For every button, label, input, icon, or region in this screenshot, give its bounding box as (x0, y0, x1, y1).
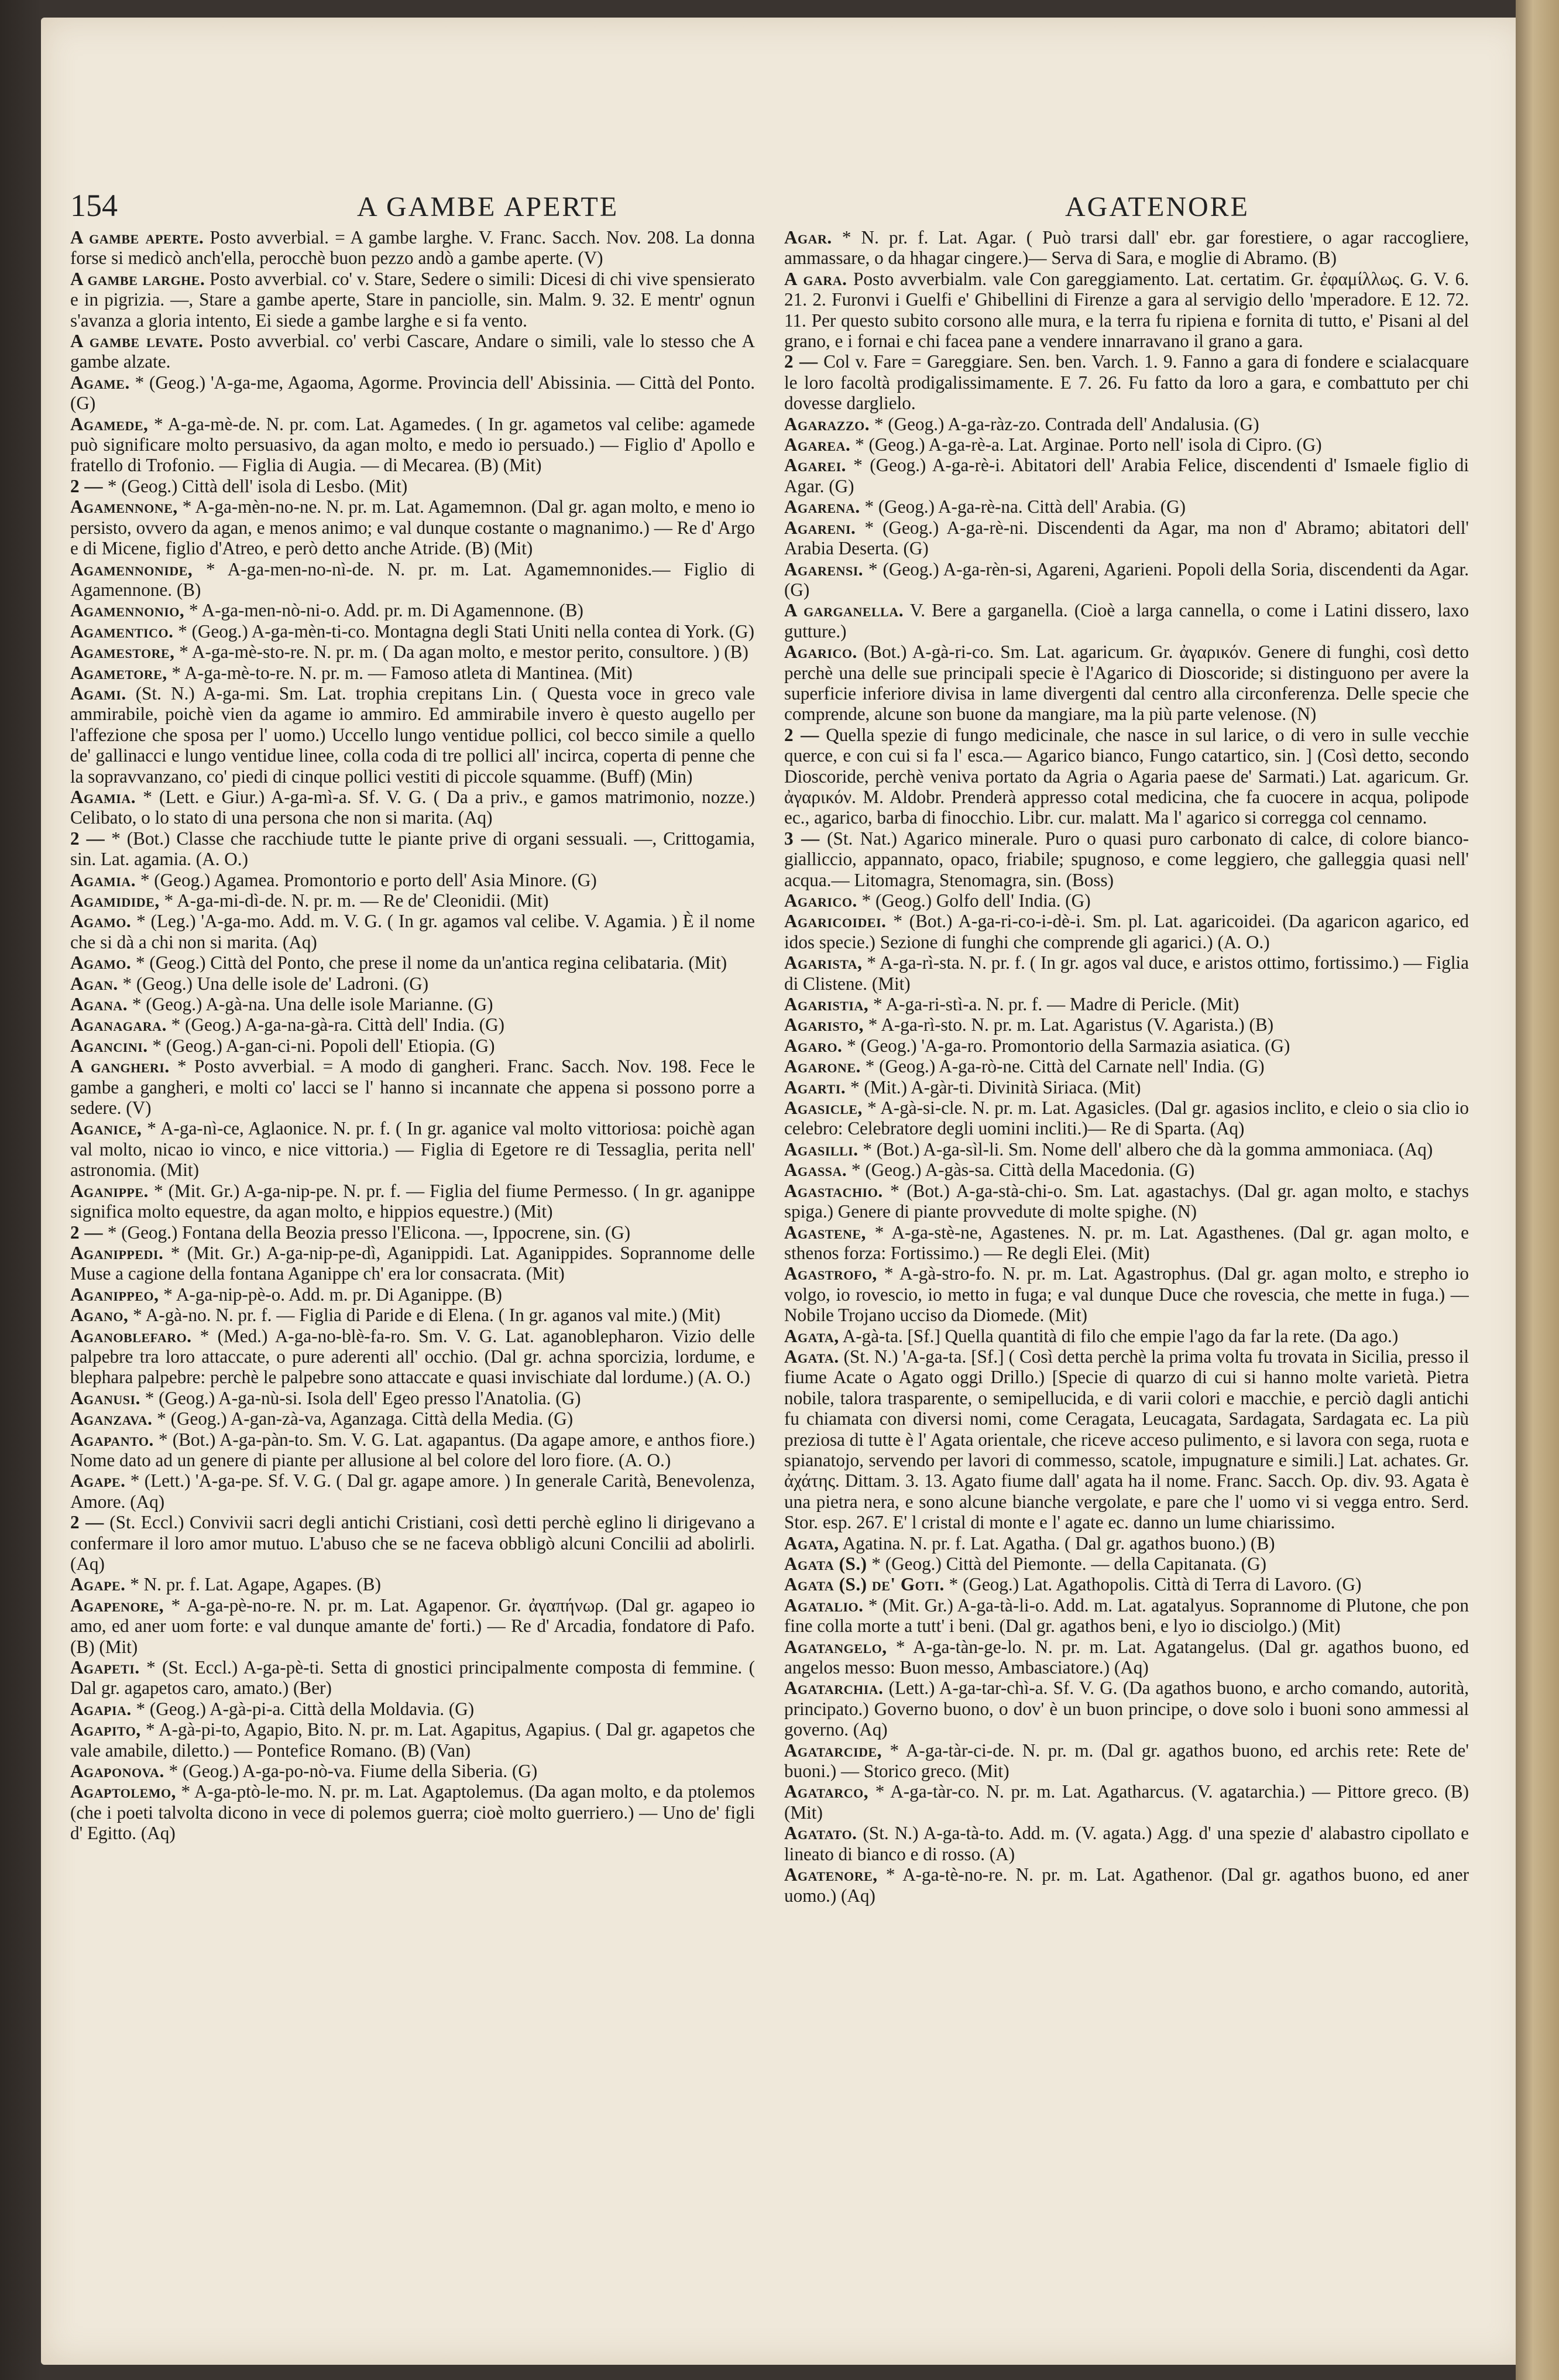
dictionary-entry (70, 952, 755, 973)
entry-definition: Col v. Fare = Gareggiare. Sen. ben. Varch. 1. 9. Fanno a gara di fondere e scialacquare le loro facoltà prodigalissimamente. E 7. 26. Fu fatto da loro a gara, e combattuto per chi dovesse darglielo. (784, 351, 1469, 414)
page-header (70, 187, 1495, 222)
adjacent-page-edge (1516, 0, 1559, 2380)
dictionary-entry (784, 1864, 1469, 1906)
entry-definition: * (Geog.) Città del Piemonte. — della Capitanata. (G) (871, 1553, 1267, 1574)
entry-definition: * A-ga-ptò-le-mo. N. pr. m. Lat. Agaptolemus. (Da agan molto, e da ptolemos (che i poeti talvolta dicono in vece di polemos guerra; cioè molto guerriero.) — Uno de' figli d' Egitto. (Aq) (70, 1781, 755, 1844)
entry-headword: 2 — (70, 475, 104, 496)
entry-headword: Agasilli. (784, 1138, 859, 1160)
entry-headword: Agata (S.) (784, 1553, 867, 1574)
entry-definition: * (Geog.) Lat. Agathopolis. Città di Terra di Lavoro. (G) (949, 1574, 1362, 1595)
dictionary-entry (70, 1326, 755, 1388)
dictionary-entry (70, 663, 755, 683)
entry-headword: Agaricoidei. (784, 911, 887, 932)
entry-definition: * A-ga-tè-no-re. N. pr. m. Lat. Agathenor. (Dal gr. agathos buono, ed aner uomo.) (Aq) (784, 1864, 1469, 1906)
entry-headword: Agarena. (784, 496, 860, 517)
entry-definition: * N. pr. f. Lat. Agar. ( Può trarsi dall' ebr. gar forestiere, o agar raccogliere, ammassare, o da hhagar cingere.)— Serva di Sara, e moglie di Abramo. (B) (784, 227, 1469, 269)
entry-headword: Agatato. (784, 1823, 857, 1844)
dictionary-entry (784, 1139, 1469, 1160)
entry-definition: * A-gà-si-cle. N. pr. m. Lat. Agasicles. (Dal gr. agasios inclito, e cleio o sia clio io celebro: Celebratore degli uomini incliti.)— Re di Sparta. (Aq) (784, 1098, 1469, 1139)
entry-headword: Aganippe. (70, 1180, 149, 1201)
entry-definition: * (Lett.) 'A-ga-pe. Sf. V. G. ( Dal gr. agape amore. ) In generale Carità, Benevolenza, Amore. (Aq) (70, 1470, 755, 1512)
entry-headword: Agarei. (784, 455, 846, 476)
dictionary-entry (70, 1719, 755, 1761)
entry-headword: Agaponova. (70, 1761, 164, 1782)
entry-definition: Posto avverbial. = A gambe larghe. V. Franc. Sacch. Nov. 208. La donna forse si medicò anch'ella, perocchè buon pezzo andò a gambe aperte. (V) (70, 227, 755, 269)
entry-definition: * A-ga-tàr-ci-de. N. pr. m. (Dal gr. agathos buono, ed archis rete: Rete de' buoni.) — Storico greco. (Mit) (784, 1740, 1469, 1782)
dictionary-entry (784, 725, 1469, 828)
dictionary-entry (70, 1243, 755, 1284)
dictionary-entry (70, 1118, 755, 1180)
entry-definition: * A-ga-mè-de. N. pr. com. Lat. Agamedes. ( In gr. agametos val celibe: agamede può significare molto persuasivo, da agan molto, e medo io persuado.) — Figlio d' Apollo e fratello di Trofonio. — Figlia di Augia. — di Mecarea. (B) (Mit) (70, 413, 755, 476)
entry-definition: * A-gà-pi-to, Agapio, Bito. N. pr. m. Lat. Agapitus, Agapius. ( Dal gr. agapetos che vale amabile, diletto.) — Pontefice Romano. (B) (Van) (70, 1719, 755, 1761)
entry-headword: Agamidide, (70, 890, 160, 911)
dictionary-entry (70, 1657, 755, 1699)
entry-definition: * (Bot.) A-ga-ri-co-i-dè-i. Sm. pl. Lat. agaricoidei. (Da agaricon agarico, ed idos specie.) Sezione di funghi che comprende gli agarici.) (A. O.) (784, 911, 1469, 952)
entry-headword: Agancini. (70, 1035, 148, 1056)
entry-headword: Agaristo, (784, 1014, 864, 1035)
entry-definition: * (Geog.) Città dell' isola di Lesbo. (Mit) (107, 475, 408, 496)
entry-headword: Agarti. (784, 1076, 846, 1098)
dictionary-entry (70, 642, 755, 662)
entry-headword: A gambe larghe. (70, 268, 205, 289)
entry-definition: * (Geog.) Città del Ponto, che prese il nome da un'antica regina celibataria. (Mit) (136, 952, 727, 973)
dictionary-entry (784, 1035, 1469, 1056)
dictionary-entry (784, 1533, 1469, 1553)
dictionary-entry (784, 1077, 1469, 1098)
dictionary-entry (784, 1781, 1469, 1823)
entry-headword: 3 — (784, 828, 820, 849)
entry-definition: * (Lett. e Giur.) A-ga-mì-a. Sf. V. G. ( Da a priv., e gamos matrimonio, nozze.) Celibato, o lo stato di una persona che non si marita. (Aq) (70, 786, 755, 828)
dictionary-entry (784, 994, 1469, 1014)
entry-headword: Agapia. (70, 1698, 132, 1719)
entry-headword: Agata. (784, 1346, 839, 1367)
entry-definition: * A-ga-men-nò-ni-o. Add. pr. m. Di Agamennone. (B) (189, 600, 583, 621)
entry-headword: Agaro. (784, 1035, 843, 1056)
dictionary-entry (70, 559, 755, 601)
entry-definition: (St. N.) A-ga-tà-to. Add. m. (V. agata.) Agg. d' una spezie d' alabastro cipollato e lineato di bianco e di rosso. (A) (784, 1823, 1469, 1864)
dictionary-entry (70, 994, 755, 1014)
entry-headword: Agatarcide, (784, 1740, 882, 1761)
right-column (784, 227, 1469, 2176)
dictionary-entry (784, 642, 1469, 725)
entry-headword: Agastachio. (784, 1180, 883, 1201)
dictionary-entry (784, 414, 1469, 434)
entry-definition: * (Geog.) A-gan-zà-va, Aganzaga. Città della Media. (G) (157, 1408, 574, 1429)
dictionary-entry (784, 1740, 1469, 1782)
entry-headword: A gambe levate. (70, 331, 204, 352)
dictionary-entry (70, 331, 755, 372)
entry-headword: Agapanto. (70, 1429, 154, 1450)
dictionary-entry (784, 911, 1469, 952)
page-edge-left (0, 0, 41, 2380)
running-head-left: A GAMBE APERTE (357, 191, 619, 222)
entry-definition: Posto avverbialm. vale Con gareggiamento. Lat. certatim. Gr. ἐφαμίλλως. G. V. 6. 21. 2. Furonvi i Guelfi e' Ghibellini di Firenze a gara al servigio dello 'mperadore. E 12. 72. 11. Per questo subito corsono alle mura, e la terra fu ripiena e fornita di tutto, e' Pisani al del grano, e i fornai e chi facea pane a vendere innarravano il grano a gara. (784, 268, 1469, 352)
entry-headword: Aganice, (70, 1118, 142, 1139)
entry-definition: * (Mit. Gr.) A-ga-nip-pe-dì, Aganippidi. Lat. Aganippides. Soprannome delle Muse a cagione della fontana Aganippe ch' era lor consacrata. (Mit) (70, 1242, 755, 1284)
dictionary-entry (70, 414, 755, 476)
dictionary-entry (784, 1222, 1469, 1264)
dictionary-entry (70, 911, 755, 952)
dictionary-entry (70, 1408, 755, 1429)
entry-definition: * A-ga-rì-sta. N. pr. f. ( In gr. agos val duce, e aristos ottimo, fortissimo.) — Figlia di Clistene. (Mit) (784, 952, 1469, 994)
dictionary-entry (70, 1699, 755, 1719)
entry-headword: A gangheri. (70, 1056, 170, 1077)
entry-definition: * A-ga-mèn-no-ne. N. pr. m. Lat. Agamemnon. (Dal gr. agan molto, e meno io persisto, ovvero da agan, e menos animo; e val dunque costante o magnanimo.) — Re d' Argo e di Micene, figlio d'Atreo, e però detto anche Atride. (B) (Mit) (70, 496, 755, 559)
entry-definition: Posto avverbial. co' v. Stare, Sedere o simili: Dicesi di chi vive spensierato e in pigrizia. —, Stare a gambe aperte, Stare in panciolle, sin. Malm. 9. 32. E mentr' ognun s'avanza a gloria intento, Ei siede a gambe larghe e si fa vento. (70, 268, 755, 331)
entry-definition: (St. Nat.) Agarico minerale. Puro o quasi puro carbonato di calce, di colore bianco-gialliccio, appannato, opaco, friabile; spugnoso, e come leggiero, che galleggia quasi nell' acqua.— Litomagra, Stenomagra, sin. (Boss) (784, 828, 1469, 890)
entry-definition: * (Med.) A-ga-no-blè-fa-ro. Sm. V. G. Lat. aganoblepharon. Vizio delle palpebre tra loro attaccate, o pure aderenti all' occhio. (Dal gr. achna sporcizia, lordume, e blephara palpebre: perchè le palpebre sono attaccate e quasi invischiate dal lordume.) (A. O.) (70, 1325, 755, 1388)
entry-definition: * A-gà-no. N. pr. f. — Figlia di Paride e di Elena. ( In gr. aganos val mite.) (Mit) (133, 1305, 720, 1326)
entry-definition: * (Geog.) A-ga-mèn-ti-co. Montagna degli Stati Uniti nella contea di York. (G) (178, 620, 754, 642)
entry-definition: * (Mit. Gr.) A-ga-tà-li-o. Add. m. Lat. agatalyus. Soprannome di Plutone, che pon fine colla morte a tutt' i beni. (Dal gr. agathos beni, e lyo io disciolgo.) (Mit) (784, 1594, 1469, 1637)
entry-definition: A-gà-ta. [Sf.] Quella quantità di filo che empie l'ago da far la rete. (Da ago.) (842, 1325, 1399, 1346)
dictionary-entry (784, 1160, 1469, 1180)
entry-definition: Posto avverbial. co' verbi Cascare, Andare o simili, vale lo stesso che A gambe alzate. (70, 331, 755, 372)
entry-definition: * (St. Eccl.) A-ga-pè-ti. Setta di gnostici principalmente composta di femmine. ( Dal gr. agapetos caro, amato.) (Ber) (70, 1657, 755, 1699)
entry-headword: Agar. (784, 227, 832, 248)
dictionary-entry (784, 351, 1469, 413)
entry-headword: Agastene, (784, 1222, 866, 1243)
entry-headword: Agamo. (70, 911, 132, 932)
entry-headword: Agamo. (70, 952, 132, 973)
entry-headword: 2 — (70, 828, 105, 849)
dictionary-entry (784, 1181, 1469, 1222)
dictionary-entry (784, 269, 1469, 352)
entry-headword: Agarico. (784, 642, 857, 663)
dictionary-entry (784, 1326, 1469, 1346)
entry-headword: Agapito, (70, 1719, 141, 1740)
entry-definition: * (Mit. Gr.) A-ga-nip-pe. N. pr. f. — Figlia del fiume Permesso. ( In gr. aganippe significa molto equestre, da agan molto, e hippios equestre.) (Mit) (70, 1180, 755, 1222)
entry-definition: * (Geog.) A-ga-rè-i. Abitatori dell' Arabia Felice, discendenti d' Ismaele figlio di Agar. (G) (784, 455, 1469, 496)
entry-definition: * (Geog.) 'A-ga-me, Agaoma, Agorme. Provincia dell' Abissinia. — Città del Ponto. (G) (70, 372, 755, 414)
entry-headword: Agape. (70, 1574, 126, 1595)
entry-headword: Aganippedi. (70, 1242, 164, 1263)
entry-headword: 2 — (70, 1512, 104, 1533)
entry-headword: Agatarco, (784, 1781, 869, 1802)
dictionary-entry (70, 683, 755, 787)
dictionary-entry (784, 1098, 1469, 1139)
entry-definition: * (Bot.) A-ga-stà-chi-o. Sm. Lat. agastachys. (Dal gr. agan molto, e stachys spiga.) Genere di piante provvedute di molte spighe. (N) (784, 1180, 1469, 1222)
entry-definition: * (Geog.) 'A-ga-ro. Promontorio della Sarmazia asiatica. (G) (847, 1035, 1290, 1056)
dictionary-entry (784, 1346, 1469, 1533)
entry-definition: * A-ga-mè-sto-re. N. pr. m. ( Da agan molto, e mestor perito, consultore. ) (B) (179, 642, 748, 663)
entry-definition: * (Bot.) Classe che racchiude tutte le piante prive di organi sessuali. —, Crittogamia, sin. Lat. agamia. (A. O.) (70, 828, 755, 870)
dictionary-entry (784, 455, 1469, 496)
entry-headword: Agamestore, (70, 642, 175, 663)
entry-headword: Agamia. (70, 786, 136, 807)
entry-definition: * (Geog.) A-gàs-sa. Città della Macedonia. (G) (851, 1160, 1195, 1181)
entry-headword: Agareni. (784, 517, 856, 538)
dictionary-entry (70, 973, 755, 994)
dictionary-entry (784, 227, 1469, 269)
entry-definition: * (Geog.) Golfo dell' India. (G) (861, 890, 1091, 911)
entry-headword: Aganagara. (70, 1014, 167, 1035)
entry-definition: * (Bot.) A-ga-sìl-li. Sm. Nome dell' albero che dà la gomma ammoniaca. (Aq) (863, 1138, 1433, 1160)
dictionary-entry (784, 559, 1469, 601)
dictionary-entry (70, 828, 755, 870)
dictionary-entry (70, 1512, 755, 1574)
entry-definition: (St. Eccl.) Convivii sacri degli antichi Cristiani, così detti perchè eglino li dirigevano a confermare il loro amor mutuo. L'abuso che se ne faceva obbligò alcuni Concilii ad abolirli. (Aq) (70, 1512, 755, 1574)
dictionary-entry (784, 517, 1469, 559)
dictionary-entry (784, 828, 1469, 890)
entry-headword: Agamennonio, (70, 600, 185, 621)
entry-headword: Agaptolemo, (70, 1781, 176, 1802)
entry-definition: * (Geog.) Agamea. Promontorio e porto dell' Asia Minore. (G) (140, 869, 597, 890)
entry-headword: Agarensi. (784, 558, 864, 579)
entry-definition: * A-ga-stè-ne, Agastenes. N. pr. m. Lat. Agasthenes. (Dal gr. agan molto, e sthenos forza: Fortissimo.) — Re degli Elei. (Mit) (784, 1222, 1469, 1263)
entry-headword: Agamennone, (70, 496, 178, 517)
entry-headword: 2 — (70, 1222, 104, 1243)
entry-definition: * (Geog.) Una delle isole de' Ladroni. (G) (122, 973, 429, 994)
entry-definition: * Posto avverbial. = A modo di gangheri. Franc. Sacch. Nov. 198. Fece le gambe a gangheri, e molti co' lacci se l' hanno si incannate che appena si possono porre a sedere. (V) (70, 1056, 755, 1119)
dictionary-entry (784, 1823, 1469, 1864)
entry-headword: 2 — (784, 351, 818, 372)
dictionary-entry (70, 1429, 755, 1471)
dictionary-entry (70, 787, 755, 828)
running-head-right: AGATENORE (1065, 191, 1249, 222)
entry-headword: Agapeti. (70, 1657, 140, 1678)
entry-headword: Agametore, (70, 662, 167, 683)
entry-definition: V. Bere a garganella. (Cioè a larga cannella, o come i Latini dissero, laxo gutture.) (784, 600, 1469, 642)
entry-definition: * A-ga-men-no-nì-de. N. pr. m. Lat. Agamemnonides.— Figlio di Agamennone. (B) (70, 558, 755, 600)
dictionary-entry (70, 1595, 755, 1657)
entry-definition: (Lett.) A-ga-tar-chì-a. Sf. V. G. (Da agathos buono, e archo comando, autorità, principato.) Governo buono, o dov' è un buon principe, o dove solo i buoni sono ammessi al governo. (Aq) (784, 1678, 1469, 1740)
entry-headword: Agamentico. (70, 620, 174, 642)
dictionary-entry (70, 496, 755, 558)
dictionary-entry (784, 890, 1469, 911)
entry-headword: Agatarchia. (784, 1678, 884, 1699)
entry-definition: (St. N.) A-ga-mi. Sm. Lat. trophia crepitans Lin. ( Questa voce in greco vale ammirabile, poichè vien da agame io ammiro. Ed ammirabile invero è questo augello per l'affezione che sposa per l' uomo.) Uccello lungo ventidue pollici, col becco simile a quello de' gallinacci e lungo ventidue linee, colla coda di tre pollici all' incirca, coperta di penne che la sopravvanzano, co' piedi di cinque pollici vestiti di piccole squamme. (Buff) (Min) (70, 683, 755, 787)
entry-definition: Quella spezie di fungo medicinale, che nasce in sul larice, o di vero in sulle vecchie querce, e con cui si fa l' esca.— Agarico bianco, Fungo catartico, sin. ] (Così detto, secondo Dioscoride, perchè veniva portato da Agria o Agaria paese de' Sarmati.) Lat. agaricum. Gr. ἀγαρικόν. M. Aldobr. Prenderà appresso cotal medicina, che fa cuocere in acqua, polipode ec., agarico, barba di finocchio. Libr. cur. malatt. Ma l' agarico si corregga col cennamo. (784, 724, 1469, 828)
dictionary-entry (784, 1553, 1469, 1574)
dictionary-entry (70, 600, 755, 620)
page-number: 154 (70, 188, 118, 223)
entry-headword: Agame. (70, 372, 130, 393)
entry-headword: Agaristia, (784, 994, 869, 1015)
dictionary-entry (784, 1574, 1469, 1594)
entry-headword: Agata, (784, 1532, 839, 1553)
dictionary-entry (70, 1305, 755, 1325)
entry-definition: * A-ga-mi-dì-de. N. pr. m. — Re de' Cleonidii. (Mit) (164, 890, 549, 911)
entry-definition: * (Geog.) A-gà-pi-a. Città della Moldavia. (G) (136, 1698, 475, 1719)
entry-definition: * A-ga-ri-stì-a. N. pr. f. — Madre di Pericle. (Mit) (873, 994, 1239, 1015)
entry-headword: Agatangelo, (784, 1636, 887, 1657)
entry-headword: Agata, (784, 1325, 839, 1346)
entry-headword: A gara. (784, 268, 847, 289)
dictionary-entry (70, 870, 755, 890)
dictionary-entry (70, 1181, 755, 1222)
entry-headword: Agamede, (70, 413, 149, 434)
entry-definition: * (Geog.) A-ga-nù-si. Isola dell' Egeo presso l'Anatolia. (G) (145, 1387, 581, 1408)
entry-definition: * (Geog.) A-ga-rèn-si, Agareni, Agarieni. Popoli della Soria, discendenti da Agar. (G) (784, 558, 1469, 600)
entry-definition: * A-ga-pè-no-re. N. pr. m. Lat. Agapenor. Gr. ἀγαπήνωρ. (Dal gr. agapeo io amo, ed aner uom forte: e val dunque amante de' forti.) — Re d' Arcadia, fondatore di Pafo. (B) (Mit) (70, 1594, 755, 1657)
entry-headword: Agan. (70, 973, 118, 994)
entry-headword: 2 — (784, 724, 819, 745)
entry-definition: * (Geog.) A-ga-rè-a. Lat. Arginae. Porto nell' isola di Cipro. (G) (855, 434, 1322, 455)
entry-headword: Agapenore, (70, 1594, 164, 1616)
entry-headword: Agarista, (784, 952, 863, 973)
entry-headword: Aganippeo, (70, 1284, 159, 1305)
entry-definition: * (Geog.) A-ga-rò-ne. Città del Carnate nell' India. (G) (865, 1056, 1265, 1077)
dictionary-entry (70, 1222, 755, 1243)
entry-definition: * A-ga-rì-sto. N. pr. m. Lat. Agaristus (V. Agarista.) (B) (868, 1014, 1274, 1035)
entry-headword: Agami. (70, 683, 126, 704)
entry-headword: Agarazzo. (784, 413, 870, 434)
entry-definition: * (Geog.) A-ga-po-nò-va. Fiume della Siberia. (G) (169, 1761, 538, 1782)
dictionary-entry (784, 952, 1469, 994)
entry-headword: Agatenore, (784, 1864, 878, 1885)
entry-definition: * A-ga-tàn-ge-lo. N. pr. m. Lat. Agatangelus. (Dal gr. agathos buono, ed angelos messo: Buon messo, Ambasciatore.) (Aq) (784, 1636, 1469, 1678)
left-column (70, 227, 755, 2176)
entry-headword: Agata (S.) de' Goti. (784, 1574, 945, 1595)
entry-headword: Agastrofo, (784, 1263, 877, 1284)
dictionary-entry (70, 1470, 755, 1512)
entry-definition: * (Bot.) A-ga-pàn-to. Sm. V. G. Lat. agapantus. (Da agape amore, e anthos fiore.) Nome dato ad un genere di piante per allusione al bel colore del loro fiore. (A. O.) (70, 1429, 755, 1470)
dictionary-entry (784, 600, 1469, 642)
dictionary-entry (784, 496, 1469, 517)
entry-headword: Agape. (70, 1470, 126, 1491)
dictionary-entry (70, 269, 755, 331)
dictionary-entry (784, 434, 1469, 455)
entry-definition: * (Mit.) A-gàr-ti. Divinità Siriaca. (Mit) (850, 1076, 1141, 1098)
dictionary-entry (70, 1761, 755, 1781)
entry-headword: Agatalio. (784, 1594, 864, 1616)
entry-definition: * (Geog.) Fontana della Beozia presso l'Elicona. —, Ippocrene, sin. (G) (107, 1222, 631, 1243)
dictionary-entry (784, 1678, 1469, 1740)
entry-definition: (Bot.) A-gà-ri-co. Sm. Lat. agaricum. Gr. ἀγαρικόν. Genere di funghi, così detto perchè una delle sue principali specie è l'Agarico di Dioscoride; si distinguono per avere la superficie inferiore divisa in lame divergenti dal centro alla circonferenza. Delle specie che comprende, alcune son buone da mangiare, ma la più parte velenose. (N) (784, 642, 1469, 725)
dictionary-entry (70, 621, 755, 642)
entry-definition: * (Geog.) A-gan-ci-ni. Popoli dell' Etiopia. (G) (152, 1035, 495, 1056)
entry-definition: * (Geog.) A-ga-rè-ni. Discendenti da Agar, ma non d' Abramo; abitatori dell' Arabia Deserta. (G) (784, 517, 1469, 559)
dictionary-entry (784, 1056, 1469, 1076)
entry-headword: Agano, (70, 1305, 129, 1326)
entry-definition: * (Geog.) A-ga-rè-na. Città dell' Arabia. (G) (864, 496, 1186, 517)
entry-headword: Agamia. (70, 869, 136, 890)
entry-headword: Aganzava. (70, 1408, 153, 1429)
entry-headword: Agasicle, (784, 1098, 863, 1119)
dictionary-entry (784, 1595, 1469, 1637)
entry-headword: Aganusi. (70, 1387, 140, 1408)
dictionary-entry (70, 1056, 755, 1118)
entry-definition: * (Geog.) A-ga-na-gà-ra. Città dell' India. (G) (171, 1014, 505, 1035)
entry-definition: * (Geog.) A-ga-ràz-zo. Contrada dell' Andalusia. (G) (874, 413, 1259, 434)
entry-headword: Agassa. (784, 1160, 847, 1181)
dictionary-entry (784, 1263, 1469, 1325)
entry-definition: * N. pr. f. Lat. Agape, Agapes. (B) (130, 1574, 381, 1595)
dictionary-entry (70, 372, 755, 414)
entry-definition: * A-ga-mè-to-re. N. pr. m. — Famoso atleta di Mantinea. (Mit) (171, 662, 633, 683)
dictionary-entry (70, 890, 755, 911)
entry-headword: Aganoblefaro. (70, 1325, 192, 1346)
entry-definition: * A-ga-nip-pè-o. Add. m. pr. Di Aganippe. (B) (163, 1284, 502, 1305)
dictionary-entry (70, 1284, 755, 1305)
entry-headword: Agarico. (784, 890, 857, 911)
dictionary-entry (70, 476, 755, 496)
entry-headword: Agarone. (784, 1056, 861, 1077)
entry-headword: A garganella. (784, 600, 904, 621)
dictionary-entry (70, 1014, 755, 1035)
entry-definition: * A-ga-nì-ce, Aglaonice. N. pr. f. ( In gr. aganice val molto vittoriosa: poichè agan val molto, nicao io vinco, e nice vittoria.) — Figlia di Egetore re di Tessaglia, perita nell' astronomia. (Mit) (70, 1118, 755, 1181)
entry-definition: * A-ga-tàr-co. N. pr. m. Lat. Agatharcus. (V. agatarchia.) — Pittore greco. (B) (Mit) (784, 1781, 1469, 1823)
dictionary-entry (784, 1637, 1469, 1678)
dictionary-entry (784, 1014, 1469, 1035)
dictionary-entry (70, 1781, 755, 1843)
entry-definition: (St. N.) 'A-ga-ta. [Sf.] ( Così detta perchè la prima volta fu trovata in Sicilia, presso il fiume Acate o Agato oggi Drillo.) [Specie di quarzo di cui si hanno molte varietà. Pietra nobile, talora trasparente, o semipellucida, e di varii colori e macchie, e perciò dagli antichi fu chiamata con diversi nomi, come Ceragata, Leucagata, Sardagata, Sardagata ec. La più preziosa di tutte è l' Agata orientale, che riceve acceso pulimento, e si lavora con sega, ruota e spianatojo, servendo per lavori di commesso, scatole, impugnature e simili.] Lat. achates. Gr. ἀχάτης. Dittam. 3. 13. Agato fiume dall' agata ha il nome. Franc. Sacch. Op. div. 93. Agata è una pietra nera, e sono alcune bianche vergolate, e pare che l' uomo vi si vegga entro. Serd. Stor. esp. 267. E' l cristal di monte e l' agate ec. danno un lume chiarissimo. (784, 1346, 1469, 1533)
entry-headword: Agamennonide, (70, 558, 193, 579)
dictionary-entry (70, 1035, 755, 1056)
entry-headword: A gambe aperte. (70, 227, 204, 248)
entry-headword: Agana. (70, 994, 128, 1015)
dictionary-entry (70, 1388, 755, 1408)
entry-headword: Agarea. (784, 434, 851, 455)
entry-definition: Agatina. N. pr. f. Lat. Agatha. ( Dal gr. agathos buono.) (B) (842, 1532, 1275, 1553)
dictionary-entry (70, 227, 755, 269)
entry-definition: * (Geog.) A-gà-na. Una delle isole Marianne. (G) (132, 994, 493, 1015)
entry-definition: * A-gà-stro-fo. N. pr. m. Lat. Agastrophus. (Dal gr. agan molto, e strepho io volgo, io rovescio, io metto in fuga; e val dunque Duce che rovescia, che mette in fuga.) — Nobile Trojano ucciso da Diomede. (Mit) (784, 1263, 1469, 1326)
dictionary-entry (70, 1574, 755, 1594)
entry-definition: * (Leg.) 'A-ga-mo. Add. m. V. G. ( In gr. agamos val celibe. V. Agamia. ) È il nome che si dà a chi non si marita. (Aq) (70, 911, 755, 952)
